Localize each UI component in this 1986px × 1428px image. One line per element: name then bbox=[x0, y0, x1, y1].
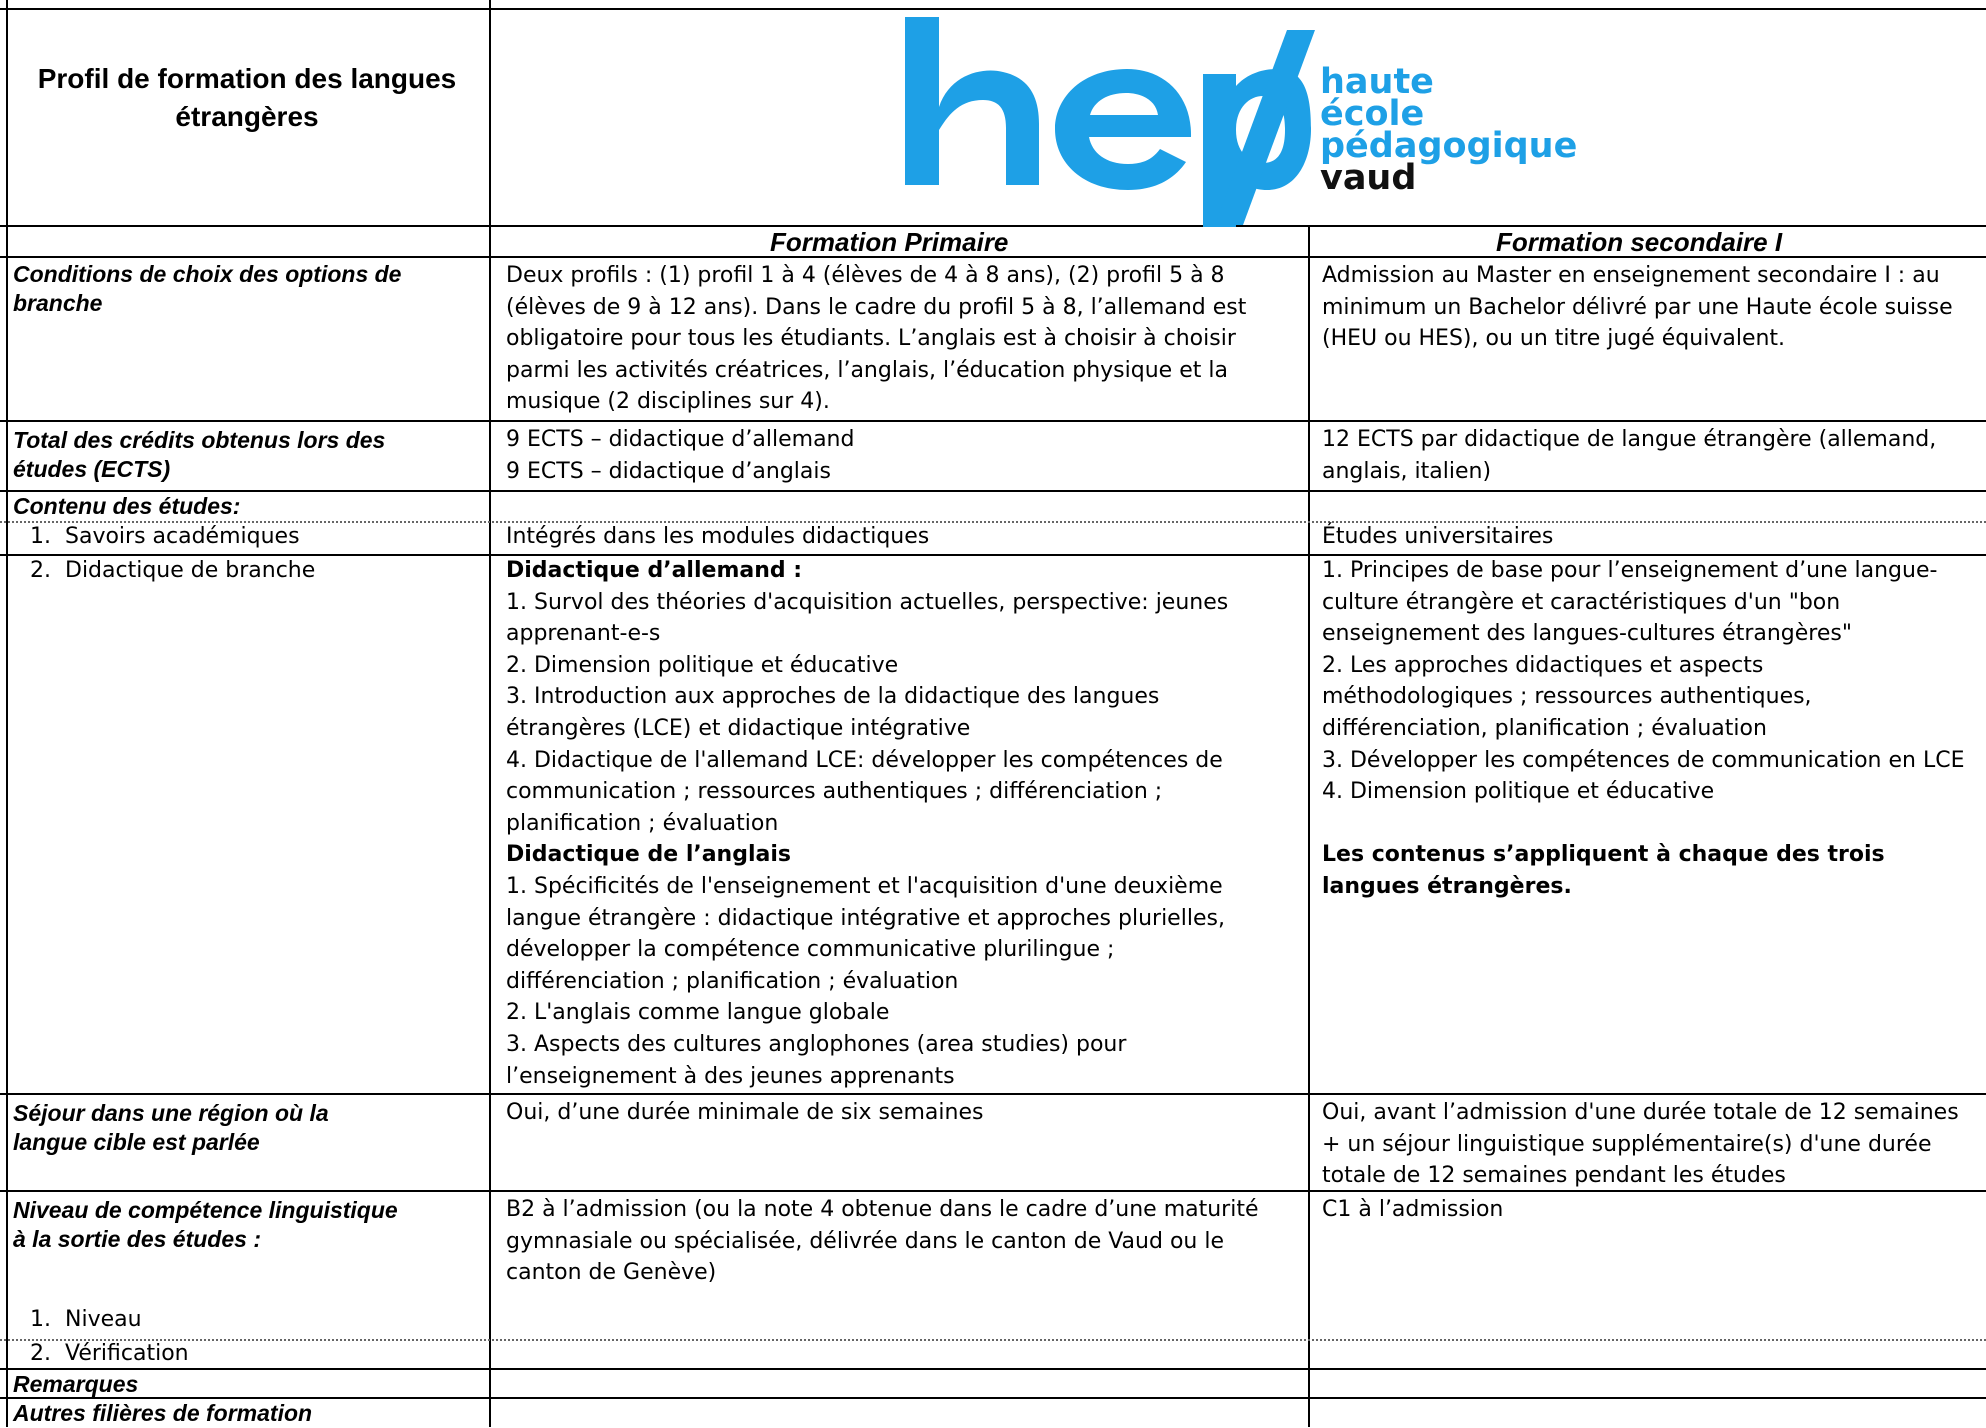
cell-credits-primaire: 9 ECTS – didactique d’allemand 9 ECTS – didactique d’anglais bbox=[506, 427, 855, 484]
row-line-credits-bottom bbox=[0, 490, 1986, 492]
heading-didactique-allemand: Didactique d’allemand : bbox=[506, 558, 803, 583]
col-line-left bbox=[6, 0, 8, 1427]
label-contenu: Contenu des études: bbox=[13, 493, 241, 519]
cell-savoirs-primaire: Intégrés dans les modules didactiques bbox=[506, 524, 930, 549]
header-secondaire: Formation secondaire I bbox=[1496, 227, 1783, 257]
cell-niveau-secondaire: C1 à l’admission bbox=[1322, 1197, 1504, 1222]
label-credits: Total des crédits obtenus lors des études (ECTS) bbox=[13, 427, 386, 482]
logo-line-pedagogique: pédagogique bbox=[1320, 126, 1578, 166]
hep-logo-slash bbox=[1215, 30, 1315, 225]
header-primaire: Formation Primaire bbox=[770, 227, 1009, 257]
label-autres: Autres filières de formation bbox=[13, 1400, 313, 1426]
hep-logo-text bbox=[1320, 62, 1578, 198]
logo-line-vaud: vaud bbox=[1320, 158, 1417, 198]
label-sejour: Séjour dans une région où la langue cible est parlée bbox=[13, 1100, 329, 1155]
row-line-verification-top bbox=[0, 1339, 1986, 1341]
heading-didactique-anglais: Didactique de l’anglais bbox=[506, 842, 791, 868]
cell-conditions-secondaire: Admission au Master en enseignement secondaire I : au minimum un Bachelor délivré par une Haute école suisse (HEU ou HES), ou un titre jugé équivalent. bbox=[1322, 263, 1953, 352]
row-line-conditions-bottom bbox=[0, 420, 1986, 422]
cell-niveau-primaire: B2 à l’admission (ou la note 4 obtenue dans le cadre d’une maturité gymnasiale ou spécialisée, délivrée dans le canton de Vaud ou le canton de Genève) bbox=[506, 1197, 1259, 1286]
row-line-sejour-top bbox=[0, 1093, 1986, 1095]
label-remarques: Remarques bbox=[13, 1371, 139, 1397]
cell-didactique-primaire: Didactique d’allemand : 1. Survol des théories d'acquisition actuelles, perspective: jeunes apprenant-e-s 2. Dimension politique et éducative 3. Introduction aux approches de la didactique des langues étrangères (LCE) et didactique intégrative 4. Didactique de l'allemand LCE: développer les compétences de communication ; ressources authentiques ; différenciation ; planification ; évaluation Didactique de l’anglais 1. Spécificités de l'enseignement et l'acquisition d'une deuxième langue étrangère : didactique intégrative et approches plurielles, développer la compétence communicative plurilingue ; différenciation ; planification ; évaluation 2. L'anglais comme langue globale 3. Aspects des cultures anglophones (area studies) pour l’enseignement à des jeunes apprenants bbox=[506, 555, 1228, 1092]
col-line-label bbox=[489, 0, 491, 1427]
label-niveau-sub2: 2. Vérification bbox=[30, 1341, 189, 1366]
label-conditions: Conditions de choix des options de branche bbox=[13, 261, 402, 316]
logo-line-ecole: école bbox=[1320, 94, 1425, 134]
row-line-remarques-top bbox=[0, 1368, 1986, 1370]
didactique-secondaire-note: Les contenus s’appliquent à chaque des trois bbox=[1322, 842, 1885, 868]
cell-conditions-primaire: Deux profils : (1) profil 1 à 4 (élèves de 4 à 8 ans), (2) profil 5 à 8 (élèves de 9 à 12 ans). Dans le cadre du profil 5 à 8, l’allemand est obligatoire pour tous les étudiants. L’anglais est à choisir à choisir parmi les activités créatrices, l’anglais, l’éducation physique et la musique (2 disciplines sur 4). bbox=[506, 263, 1247, 415]
cell-savoirs-secondaire: Études universitaires bbox=[1322, 524, 1554, 549]
page-title: Profil de formation des langues étrangères bbox=[37, 63, 457, 132]
cell-credits-secondaire: 12 ECTS par didactique de langue étrangère (allemand, anglais, italien) bbox=[1322, 427, 1937, 484]
cell-didactique-secondaire: 1. Principes de base pour l’enseignement d’une langue- culture étrangère et caractéristiques d'un "bon enseignement des langues-cultures étrangères" 2. Les approches didactiques et aspects méthodologiques ; ressources authentiques, différenciation, planification ; évaluation 3. Développer les compétences de communication en LCE 4. Dimension politique et éducative Les contenus s’appliquent à chaque des trois langues étrangères. bbox=[1322, 558, 1965, 899]
row-line-top bbox=[0, 8, 1986, 10]
cell-sejour-primaire: Oui, d’une durée minimale de six semaines bbox=[506, 1100, 984, 1125]
label-niveau-sub1: 1. Niveau bbox=[30, 1307, 142, 1332]
label-niveau: Niveau de compétence linguistique à la sortie des études : bbox=[13, 1197, 398, 1252]
col-line-mid bbox=[1308, 226, 1310, 1427]
logo-line-haute: haute bbox=[1320, 62, 1434, 102]
label-didactique: 2. Didactique de branche bbox=[30, 558, 316, 583]
cell-sejour-secondaire: Oui, avant l’admission d'une durée totale de 12 semaines + un séjour linguistique supplémentaire(s) d'une durée totale de 12 semaines pendant les études bbox=[1322, 1100, 1959, 1189]
label-savoirs: 1. Savoirs académiques bbox=[30, 524, 300, 549]
